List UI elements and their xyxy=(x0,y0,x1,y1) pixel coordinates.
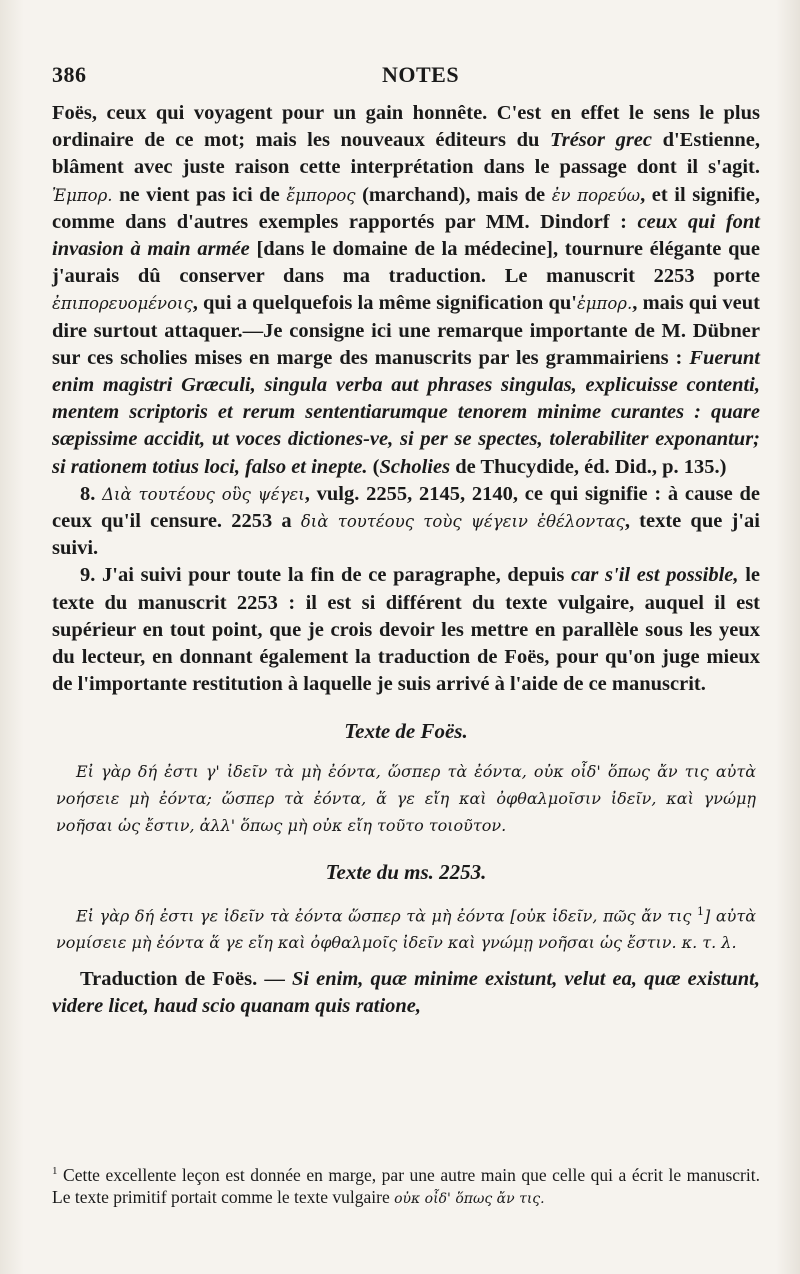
paragraph-foes-note xyxy=(52,100,760,481)
text-run: , vulg. 2255, 2145, 2140, ce qui signifie : à cause de ceux qu'il censure. 2253 a xyxy=(52,482,761,533)
text-run: d'Estienne, blâment avec juste raison cette interprétation dans le passage dont il s'agit. xyxy=(52,129,760,179)
greek-word: ἐμπορ. xyxy=(576,294,633,314)
text-run: , qui a quelquefois la même signification qu' xyxy=(192,292,577,315)
heading-texte-foes: Texte de Foës. xyxy=(344,719,468,744)
running-title: NOTES xyxy=(382,62,460,87)
main-text xyxy=(52,100,760,1021)
footnote-marker: 1 xyxy=(52,1165,58,1177)
greek-text-ms xyxy=(56,898,756,956)
paragraph-translation xyxy=(52,966,760,1020)
greek-phrase: διὰ τουτέους τοὺς ψέγειν ἐθέλοντας xyxy=(300,512,625,532)
text-run: Foës, ceux qui voyagent pour un gain honnête. C'est en effet le sens le plus ordinaire de ce mot; mais les nouveaux éditeurs du xyxy=(52,102,760,152)
greek-word: Ἐμπορ. xyxy=(52,185,113,205)
italic-title: Scholies xyxy=(379,455,451,478)
greek-passage: ] αὐτὰ νομίσειε μὴ ἐόντα ἅ γε εἴη καὶ ὀφθαλμοῖς ἰδεῖν καὶ γνώμῃ νοῆσαι ὡς ἔστιν. κ. τ. λ. xyxy=(56,906,757,953)
text-run: (marchand), mais de xyxy=(355,183,552,206)
greek-word: ἐν πορεύω xyxy=(551,185,641,205)
page-number: 386 xyxy=(52,62,87,87)
text-run: Traduction de Foës. — xyxy=(80,968,292,991)
greek-passage: Εἰ γὰρ δή ἐστι γ' ἰδεῖν τὰ μὴ ἐόντα, ὥσπερ τὰ ἐόντα, οὐκ οἶδ' ὅπως ἄν τις αὐτὰ νοήσειε μὴ ἐόντα; ὥσπερ τὰ ἐόντα, ἅ γε εἴη καὶ ὀφθαλμοῖσιν ἰδεῖν, καὶ γνώμῃ νοῆσαι ὡς ἔστιν, ἀλλ' ὅπως μὴ οὐκ εἴη τοῦτο τοιοῦτον. xyxy=(56,761,756,835)
footnote-reference: 1 xyxy=(696,904,704,918)
paragraph-note-9 xyxy=(52,562,760,698)
page-header xyxy=(52,62,756,98)
heading-texte-ms: Texte du ms. 2253. xyxy=(325,859,487,884)
text-run: le texte du manuscrit 2253 : il est si différent du texte vulgaire, auquel il est supérieur en tout point, que je crois devoir les mettre en parallèle sous les yeux du lecteur, en donnant également la traduction de Foës, pour qu'on juge mieux de l'importante restitution à laquelle je suis arrivé à l'aide de ce manuscrit. xyxy=(52,564,760,696)
text-run: , et il signifie, comme dans d'autres exemples rapportés par MM. Dindorf : xyxy=(52,183,760,233)
italic-title: Trésor grec xyxy=(549,129,652,152)
greek-word: ἔμπορος xyxy=(286,185,356,205)
greek-phrase: οὐκ οἶδ' ὅπως ἄν τις. xyxy=(394,1191,545,1208)
text-run: de Thucydide, éd. Did., p. 135.) xyxy=(450,455,727,478)
text-run: ( xyxy=(367,455,380,478)
greek-passage: Εἰ γὰρ δή ἐστι γε ἰδεῖν τὰ ἐόντα ὥσπερ τὰ μὴ ἐόντα [οὐκ ἰδεῖν, πῶς ἄν τις xyxy=(76,906,697,926)
latin-quote: Fuerunt enim magistri Græculi, singula verba aut phrases singulas, explicuisse contenti, mentem scriptoris et rerum sententiarumque tenorem minime curantes : quare sæpissime accidit, ut voces dictiones-ve, si per se spectes, tolerabiliter exponantur; si rationem totius loci, falso et inepte. xyxy=(52,346,760,478)
italic-quote: ceux qui font invasion à main armée xyxy=(52,210,760,261)
text-run: ne vient pas ici de xyxy=(112,183,287,206)
footnote xyxy=(52,1160,760,1211)
note-number: 8. xyxy=(80,482,103,505)
text-run: 9. J'ai suivi pour toute la fin de ce paragraphe, depuis xyxy=(80,564,572,587)
text-run: , texte que j'ai suivi. xyxy=(52,510,760,560)
greek-word: ἐπιπορευομένοις xyxy=(52,294,193,314)
text-run: [dans le domaine de la médecine], tournure élégante que j'aurais dû conserver dans ma traduction. Le manuscrit 2253 porte xyxy=(52,238,760,288)
greek-text-foes xyxy=(56,758,756,839)
paragraph-note-8 xyxy=(52,481,760,563)
footnote-text: Cette excellente leçon est donnée en marge, par une autre main que celle qui a écrit le manuscrit. Le texte primitif portait comme le texte vulgaire xyxy=(52,1164,760,1208)
latin-translation: Si enim, quæ minime existunt, velut ea, quæ existunt, videre licet, haud scio quanam quis ratione, xyxy=(52,968,760,1018)
italic-quote: car s'il est possible, xyxy=(571,564,739,587)
text-run: , mais qui veut dire surtout attaquer.—Je consigne ici une remarque importante de M. Dübner sur ces scholies mises en marge des manuscrits par les grammairiens : xyxy=(52,292,760,369)
greek-phrase: Διὰ τουτέους οὓς ψέγει xyxy=(102,484,305,504)
